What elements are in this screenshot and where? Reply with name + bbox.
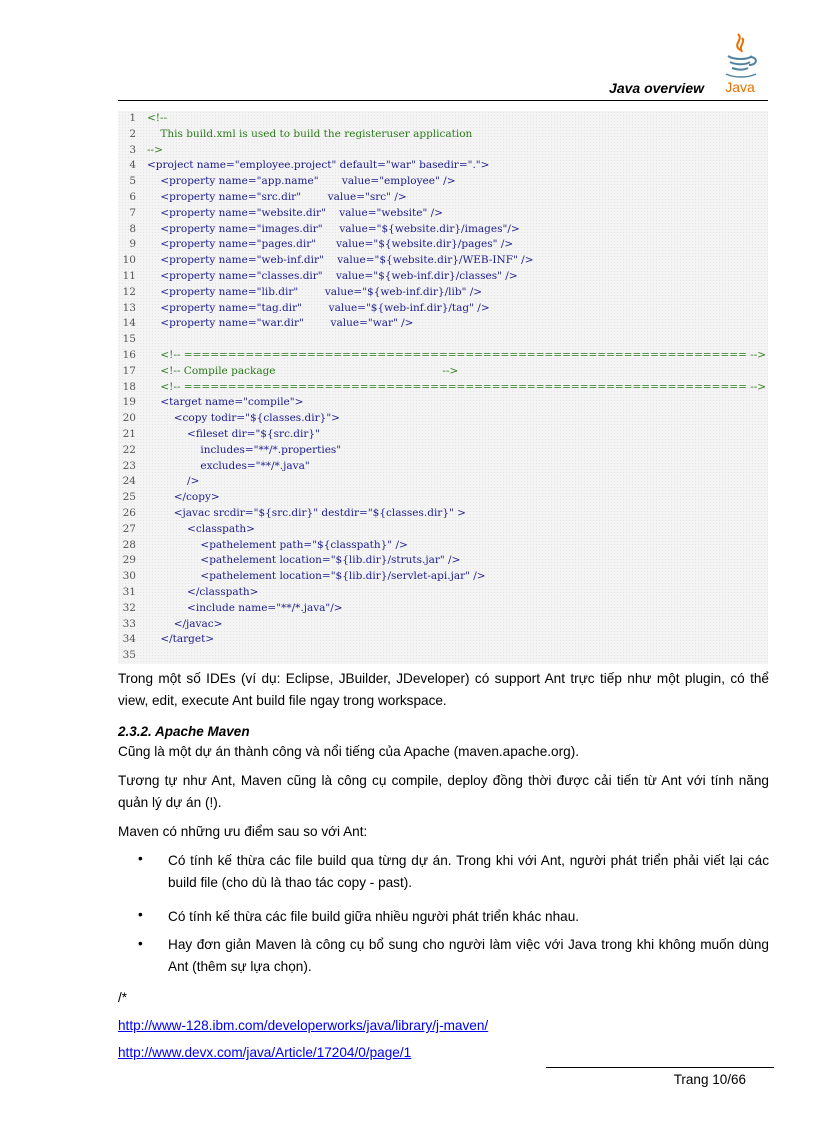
code-line bbox=[118, 380, 768, 396]
bullet-item-1: Có tính kế thừa các file build qua từng dự án. Trong khi với Ant, người phát triển phải viết lại các build file (cho dù là thao tác copy - past). bbox=[168, 853, 769, 890]
code-text: <property name="src.dir" value="src" /> bbox=[147, 190, 407, 203]
code-text: This build.xml is used to build the registeruser application bbox=[147, 127, 473, 140]
line-number: 30 bbox=[122, 570, 136, 583]
paragraph-1 bbox=[118, 741, 769, 763]
line-number: 32 bbox=[122, 601, 136, 614]
paragraph-1-text: Cũng là một dự án thành công và nổi tiếng của Apache (maven.apache.org). bbox=[118, 744, 580, 759]
code-listing bbox=[118, 111, 768, 664]
bullet-marker: • bbox=[138, 936, 143, 951]
bullet-marker: • bbox=[138, 907, 143, 922]
line-number: 18 bbox=[122, 380, 136, 393]
paragraph-2 bbox=[118, 770, 769, 814]
code-line bbox=[118, 364, 768, 380]
code-line bbox=[118, 222, 768, 238]
line-number: 34 bbox=[122, 633, 136, 646]
code-text: <!-- ================================================================ --> bbox=[147, 348, 767, 361]
line-number: 6 bbox=[129, 190, 136, 203]
code-text: </target> bbox=[147, 633, 215, 646]
code-line bbox=[118, 253, 768, 269]
code-line bbox=[118, 459, 768, 475]
code-line bbox=[118, 617, 768, 633]
header-title: Java overview bbox=[609, 80, 704, 96]
code-text: <pathelement location="${lib.dir}/servlet-api.jar" /> bbox=[147, 570, 486, 583]
line-number: 28 bbox=[122, 538, 136, 551]
code-text: <property name="classes.dir" value="${web-inf.dir}/classes" /> bbox=[147, 269, 518, 282]
code-text: /> bbox=[147, 475, 200, 488]
line-number: 13 bbox=[122, 301, 136, 314]
code-line bbox=[118, 427, 768, 443]
code-text: </classpath> bbox=[147, 585, 259, 598]
bullet-marker: • bbox=[138, 851, 143, 866]
line-number: 15 bbox=[122, 333, 136, 346]
code-line bbox=[118, 601, 768, 617]
code-text: <property name="website.dir" value="website" /> bbox=[147, 206, 443, 219]
line-number: 9 bbox=[129, 238, 136, 251]
page-number: Trang 10/66 bbox=[673, 1072, 746, 1087]
link-devx-article[interactable]: http://www.devx.com/java/Article/17204/0/page/1 bbox=[118, 1045, 412, 1060]
code-text: <pathelement path="${classpath}" /> bbox=[147, 538, 408, 551]
code-text: <property name="images.dir" value="${website.dir}/images"/> bbox=[147, 222, 520, 235]
link-ibm-maven[interactable]: http://www-128.ibm.com/developerworks/java/library/j-maven/ bbox=[118, 1018, 489, 1033]
code-text: includes="**/*.properties" bbox=[147, 443, 342, 456]
code-text: <include name="**/*.java"/> bbox=[147, 601, 343, 614]
intro-text: Trong một số IDEs (ví dụ: Eclipse, JBuilder, JDeveloper) có support Ant trực tiếp như một plugin, có thể view, edit, execute Ant build file ngay trong workspace. bbox=[118, 671, 769, 708]
line-number: 12 bbox=[122, 285, 136, 298]
code-line bbox=[118, 269, 768, 285]
code-text: <fileset dir="${src.dir}" bbox=[147, 427, 320, 440]
code-text: <project name="employee.project" default="war" basedir="."> bbox=[147, 159, 490, 172]
code-text: <property name="web-inf.dir" value="${website.dir}/WEB-INF" /> bbox=[147, 254, 534, 267]
line-number: 24 bbox=[122, 475, 136, 488]
intro-paragraph bbox=[118, 668, 769, 712]
code-text: <property name="tag.dir" value="${web-inf.dir}/tag" /> bbox=[147, 301, 490, 314]
code-line bbox=[118, 585, 768, 601]
line-number: 1 bbox=[129, 112, 136, 124]
line-number: 2 bbox=[129, 127, 136, 140]
line-number: 3 bbox=[129, 143, 136, 156]
code-line bbox=[118, 522, 768, 538]
code-line bbox=[118, 316, 768, 332]
code-text: <!-- ================================================================ --> bbox=[147, 380, 767, 393]
line-number: 27 bbox=[122, 522, 136, 535]
code-text: --> bbox=[147, 143, 163, 156]
code-line bbox=[118, 301, 768, 317]
line-number: 22 bbox=[122, 443, 136, 456]
line-number: 16 bbox=[122, 348, 136, 361]
line-number: 17 bbox=[122, 364, 136, 377]
paragraph-3 bbox=[118, 821, 769, 843]
code-line bbox=[118, 443, 768, 459]
line-number: 20 bbox=[122, 412, 136, 425]
code-line bbox=[118, 111, 768, 127]
code-line bbox=[118, 474, 768, 490]
line-number: 11 bbox=[122, 269, 136, 282]
code-line bbox=[118, 506, 768, 522]
code-line bbox=[118, 190, 768, 206]
code-text: <pathelement location="${lib.dir}/struts.jar" /> bbox=[147, 554, 461, 567]
code-line bbox=[118, 285, 768, 301]
code-text: <classpath> bbox=[147, 522, 255, 535]
code-line bbox=[118, 648, 768, 664]
line-number: 7 bbox=[129, 206, 136, 219]
code-text: <!-- Compile package --> bbox=[147, 364, 459, 377]
line-number: 19 bbox=[122, 396, 136, 409]
code-text: excludes="**/*.java" bbox=[147, 459, 310, 472]
header-rule bbox=[118, 100, 768, 101]
code-text: <property name="lib.dir" value="${web-inf.dir}/lib" /> bbox=[147, 285, 483, 298]
code-line bbox=[118, 348, 768, 364]
code-text: </javac> bbox=[147, 617, 223, 630]
bullet-item-3: Hay đơn giản Maven là công cụ bổ sung cho người làm việc với Java trong khi không muốn dùng Ant (thêm sự lựa chọn). bbox=[168, 937, 769, 974]
line-number: 33 bbox=[122, 617, 136, 630]
java-logo bbox=[720, 32, 760, 96]
line-number: 4 bbox=[129, 159, 136, 172]
code-line bbox=[118, 553, 768, 569]
code-text: <javac srcdir="${src.dir}" destdir="${classes.dir}" > bbox=[147, 506, 466, 519]
code-text: <property name="war.dir" value="war" /> bbox=[147, 317, 414, 330]
code-line bbox=[118, 569, 768, 585]
paragraph-2-text: Tương tự như Ant, Maven cũng là công cụ compile, deploy đồng thời được cải tiến từ Ant với tính năng quản lý dự án (!). bbox=[118, 773, 769, 810]
footer-rule bbox=[546, 1067, 774, 1068]
code-text: </copy> bbox=[147, 491, 220, 504]
line-number: 26 bbox=[122, 506, 136, 519]
line-number: 21 bbox=[122, 427, 136, 440]
line-number: 8 bbox=[129, 222, 136, 235]
code-line bbox=[118, 158, 768, 174]
code-line bbox=[118, 332, 768, 348]
code-line bbox=[118, 143, 768, 159]
line-number: 31 bbox=[122, 585, 136, 598]
code-line bbox=[118, 206, 768, 222]
code-line bbox=[118, 411, 768, 427]
line-number: 29 bbox=[122, 554, 136, 567]
code-line bbox=[118, 490, 768, 506]
line-number: 5 bbox=[129, 175, 136, 188]
line-number: 25 bbox=[122, 491, 136, 504]
code-line bbox=[118, 632, 768, 648]
code-line bbox=[118, 395, 768, 411]
code-text: <target name="compile"> bbox=[147, 396, 304, 409]
bullet-item-2: Có tính kế thừa các file build giữa nhiều người phát triển khác nhau. bbox=[168, 909, 580, 924]
code-text: <!-- bbox=[147, 112, 168, 124]
code-line bbox=[118, 237, 768, 253]
code-line bbox=[118, 538, 768, 554]
line-number: 14 bbox=[122, 317, 136, 330]
paragraph-3-text: Maven có những ưu điểm sau so với Ant: bbox=[118, 824, 368, 839]
code-text: <copy todir="${classes.dir}"> bbox=[147, 412, 340, 425]
comment-marker: /* bbox=[118, 990, 128, 1005]
code-text: <property name="pages.dir" value="${website.dir}/pages" /> bbox=[147, 238, 514, 251]
line-number: 35 bbox=[122, 649, 136, 662]
code-line bbox=[118, 174, 768, 190]
line-number: 10 bbox=[122, 254, 136, 267]
code-line bbox=[118, 127, 768, 143]
line-number: 23 bbox=[122, 459, 136, 472]
code-text: <property name="app.name" value="employee" /> bbox=[147, 175, 456, 188]
section-heading: 2.3.2. Apache Maven bbox=[118, 724, 250, 739]
java-logo-text: Java bbox=[725, 79, 755, 95]
